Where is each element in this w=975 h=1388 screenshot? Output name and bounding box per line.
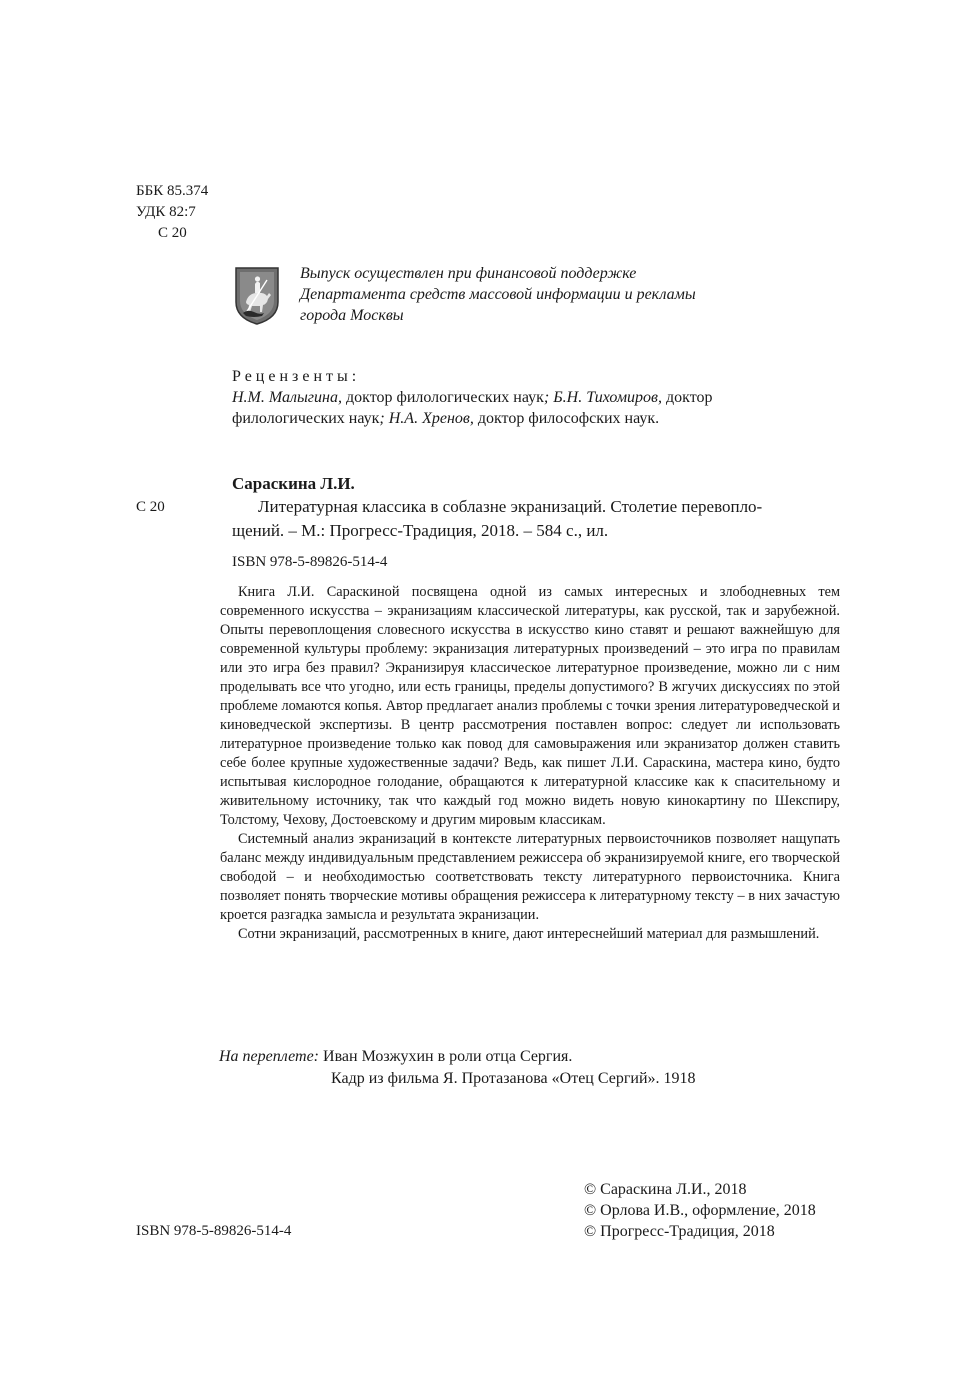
reviewer-name: Н.А. Хренов, bbox=[384, 410, 474, 427]
cover-note-text: Иван Мозжухин в роли отца Сергия. bbox=[319, 1048, 573, 1065]
footer-isbn: ISBN 978-5-89826-514-4 bbox=[136, 1223, 292, 1239]
moscow-coat-of-arms-icon bbox=[234, 266, 280, 326]
bib-author-sign: С 20 bbox=[136, 499, 165, 515]
reviewer-title: доктор bbox=[661, 389, 713, 406]
classification-block bbox=[136, 181, 208, 244]
separator: ; bbox=[379, 410, 385, 427]
reviewer-title: доктор филологических наук bbox=[341, 389, 544, 406]
udk-code: УДК 82:7 bbox=[136, 204, 196, 220]
reviewer-name: Н.М. Малыгина, bbox=[232, 389, 342, 406]
separator: ; bbox=[543, 389, 550, 406]
reviewer-title: доктор философских наук. bbox=[473, 410, 660, 427]
cover-note-caption: Кадр из фильма Я. Протазанова «Отец Сергий». 1918 bbox=[331, 1070, 696, 1087]
copyright-block bbox=[584, 1179, 816, 1242]
reviewers-heading: Рецензенты: bbox=[232, 368, 361, 385]
cover-note-line bbox=[219, 1046, 572, 1068]
copyright-line: © Прогресс-Традиция, 2018 bbox=[584, 1223, 775, 1240]
annotation-paragraph: Сотни экранизаций, рассмотренных в книге, дают интереснейший материал для размышлений. bbox=[238, 926, 820, 942]
author-sign: С 20 bbox=[158, 225, 187, 241]
bbk-code: ББК 85.374 bbox=[136, 183, 209, 199]
book-title-line: Литературная классика в соблазне экранизаций. Столетие перевопло- bbox=[258, 497, 763, 516]
sponsor-line: Выпуск осуществлен при финансовой поддержке bbox=[300, 265, 637, 282]
book-isbn: ISBN 978-5-89826-514-4 bbox=[232, 554, 388, 570]
reviewers-block bbox=[232, 366, 842, 429]
book-author: Сараскина Л.И. bbox=[232, 474, 355, 493]
reviewer-title: филологических наук bbox=[232, 410, 380, 427]
annotation-paragraph: Книга Л.И. Сараскиной посвящена одной из самых интересных и злободневных тем современного искусства – экранизациям классической литературы, как русской, так и зарубежной. Опыты перевоплощения словесного искусства в искусство кино ставят и решают важнейшую для современной культуры проблему: экранизация литературных произведений – это игра по правилам или это игра без правил? Экранизируя классическое литературное произведение, можно ли с ним проделывать все что угодно, или есть границы, пределы допустимого? В жгучих дискуссиях по этой проблеме ломаются копья. Автор предлагает анализ проблемы с точки зрения литературоведческой и киноведческой экспертизы. В центр рассмотрения поставлен вопрос: следует ли использовать литературное произведение только как повод для самовыражения или экранизатор должен ставить себе более крупные художественные задачи? Ведь, как пишет Л.И. Сараскина, мастера кино, будто испытывая кислородное голодание, обращаются к литературной классике как к спасительному и живительному источнику, так что каждый год можно видеть новую кинокартину по Шекспиру, Толстому, Чехову, Достоевскому и другим мировым классикам. bbox=[220, 584, 840, 828]
reviewers-line bbox=[232, 408, 842, 429]
copyright-line: © Сараскина Л.И., 2018 bbox=[584, 1181, 747, 1198]
sponsor-line: города Москвы bbox=[300, 307, 404, 324]
cover-note-label: На переплете: bbox=[219, 1048, 320, 1065]
annotation-paragraph: Системный анализ экранизаций в контексте литературных первоисточников позволяет нащупать баланс между индивидуальным представлением режиссера об экранизируемой книге, его творческой свободой – и необходимостью соответствовать тексту литературного первоисточника. Книга позволяет понять творческие мотивы обращения режиссера к литературному тексту – в них зачастую кроется разгадка замысла и результата экранизации. bbox=[220, 831, 840, 923]
annotation bbox=[220, 583, 840, 944]
book-title-line: щений. – М.: Прогресс-Традиция, 2018. – 584 с., ил. bbox=[232, 521, 609, 540]
reviewers-line bbox=[232, 387, 842, 408]
copyright-line: © Орлова И.В., оформление, 2018 bbox=[584, 1202, 816, 1219]
sponsor-note bbox=[300, 263, 696, 326]
sponsor-line: Департамента средств массовой информации и рекламы bbox=[300, 286, 696, 303]
reviewer-name: Б.Н. Тихомиров, bbox=[549, 389, 662, 406]
